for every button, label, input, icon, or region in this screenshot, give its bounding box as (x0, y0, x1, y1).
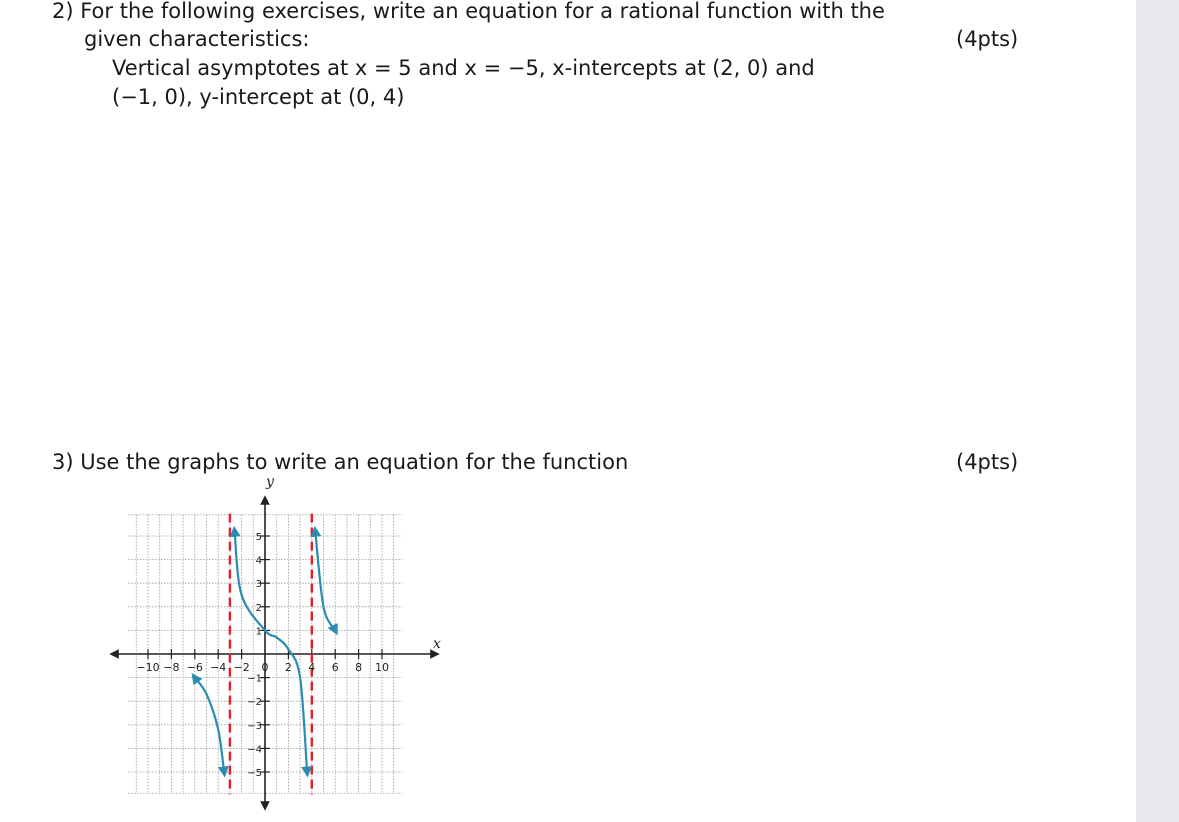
x-tick-label: 10 (375, 661, 389, 674)
x-tick-label: −8 (163, 661, 180, 674)
x-tick-label: −4 (210, 661, 227, 674)
y-tick-label: 3 (255, 579, 262, 591)
q3-points: (4pts) (956, 450, 1019, 474)
rational-function-graph (108, 474, 453, 814)
axes (114, 500, 435, 806)
tick-labels (136, 532, 389, 779)
q2-points: (4pts) (956, 27, 1019, 51)
y-tick-label: 2 (255, 602, 262, 614)
q2-characteristics-line2: (−1, 0), y-intercept at (0, 4) (112, 85, 405, 109)
q2-characteristics-line1: Vertical asymptotes at x = 5 and x = −5, x-intercepts at (2, 0) and (112, 56, 815, 80)
y-tick-label: 5 (255, 532, 262, 543)
side-panel (1136, 0, 1179, 822)
q2-prompt-line2: given characteristics: (84, 27, 310, 51)
q2-prompt-line1: 2) For the following exercises, write an equation for a rational function with the (52, 0, 885, 23)
x-tick-label: −2 (233, 661, 250, 674)
x-tick-label: −6 (186, 661, 203, 674)
y-axis-label: y (266, 474, 274, 490)
x-tick-label: 0 (261, 661, 269, 674)
x-tick-label: 8 (355, 661, 363, 674)
x-tick-label: 2 (284, 661, 292, 674)
y-tick-label: −1 (247, 673, 262, 685)
y-tick-label: −3 (247, 720, 262, 732)
x-tick-label: −10 (136, 661, 160, 674)
x-tick-label: 4 (308, 661, 316, 674)
x-axis-label: x (433, 636, 441, 652)
y-tick-label: 1 (255, 626, 262, 638)
q3-prompt: 3) Use the graphs to write an equation for the function (52, 450, 629, 474)
function-curve-branch-2 (235, 531, 308, 772)
y-tick-label: −4 (247, 744, 262, 756)
x-tick-label: 6 (331, 661, 339, 674)
y-tick-label: −5 (247, 768, 262, 779)
function-curve-branch-3 (315, 531, 335, 630)
y-tick-label: 4 (255, 555, 262, 567)
y-tick-label: −2 (247, 697, 262, 709)
